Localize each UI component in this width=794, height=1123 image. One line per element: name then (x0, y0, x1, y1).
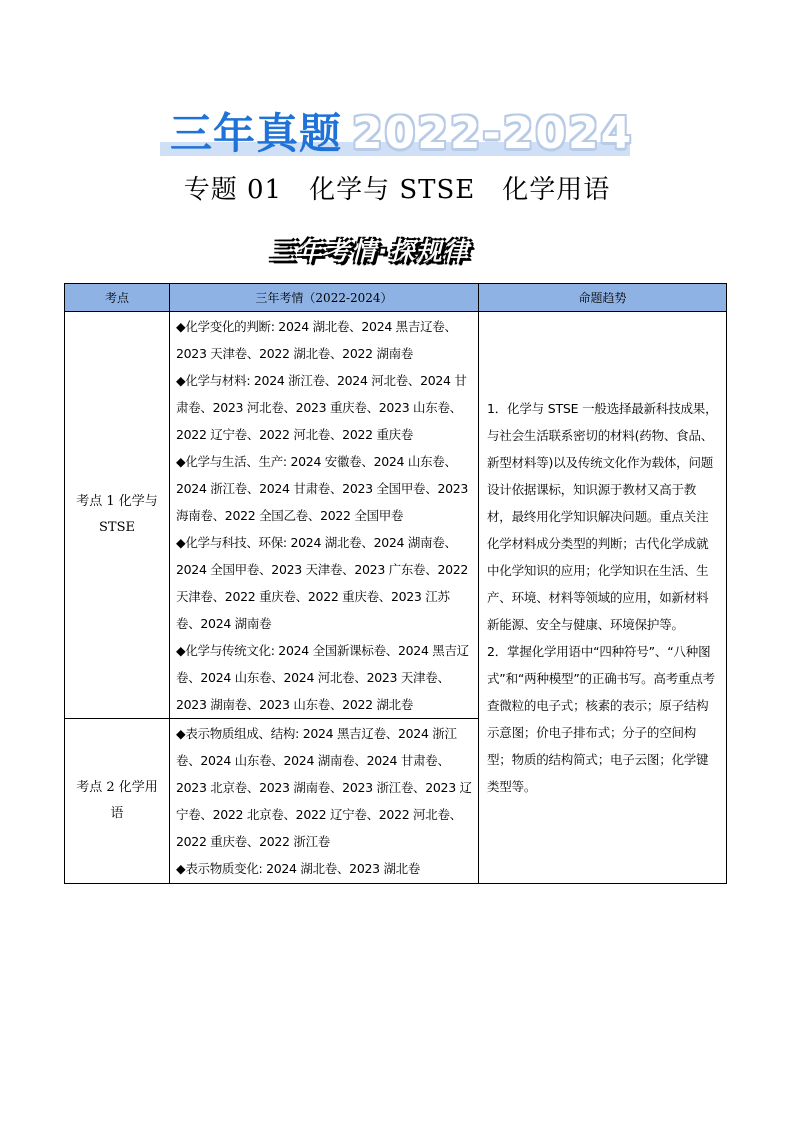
exam-item: ◆化学与材料: 2024 浙江卷、2024 河北卷、2024 甘肃卷、2023 河北卷、2023 重庆卷、2023 山东卷、2022 辽宁卷、2022 河北卷、2022 重庆卷 (176, 372, 467, 442)
point-cell: 考点 2 化学用语 (65, 719, 170, 884)
banner-title-cn: 三年真题 (170, 109, 343, 158)
exam-cell (170, 719, 479, 884)
banner (160, 108, 635, 160)
exam-item: ◆化学与生活、生产: 2024 安徽卷、2024 山东卷、2024 浙江卷、2024 甘肃卷、2023 全国甲卷、2023 海南卷、2022 全国乙卷、2022 全国甲卷 (176, 453, 469, 523)
section-title: 三年考情·探规律 (270, 237, 471, 266)
exam-item: ◆化学与科技、环保: 2024 湖北卷、2024 湖南卷、2024 全国甲卷、2023 天津卷、2023 广东卷、2022 天津卷、2022 重庆卷、2022 重庆卷、2023 江苏卷、2024 湖南卷 (176, 534, 469, 631)
banner-title-years: 2022-2024 (352, 108, 634, 159)
header-trend: 命题趋势 (479, 284, 727, 312)
header-exam: 三年考情（2022-2024） (170, 284, 479, 312)
exam-table (64, 283, 727, 884)
trend-cell (479, 312, 727, 884)
subject-title: 专题 01 化学与 STSE 化学用语 (183, 175, 611, 205)
exam-item: ◆化学变化的判断: 2024 湖北卷、2024 黑吉辽卷、2023 天津卷、2022 湖北卷、2022 湖南卷 (176, 318, 457, 361)
trend-paragraph: 1．化学与 STSE 一般选择最新科技成果，与社会生活联系密切的材料(药物、食品、新型材料等)以及传统文化作为载体，问题设计依据课标，知识源于教材又高于教材，最终用化学知识解决问题。重点关注化学材料成分类型的判断；古代化学成就中化学知识的应用；化学知识在生活、生产、环境、材料等领域的应用，如新材料新能源、安全与健康、环境保护等。 (487, 401, 718, 632)
exam-item: ◆表示物质组成、结构: 2024 黑吉辽卷、2024 浙江卷、2024 山东卷、2024 湖南卷、2024 甘肃卷、2023 北京卷、2023 湖南卷、2023 浙江卷、2023 辽宁卷、2022 北京卷、2022 辽宁卷、2022 河北卷、2022 重庆卷、2022 浙江卷 (176, 726, 472, 849)
table-row (65, 312, 727, 719)
table-header-row (65, 284, 727, 312)
header-point: 考点 (65, 284, 170, 312)
exam-item: ◆化学与传统文化: 2024 全国新课标卷、2024 黑吉辽卷、2024 山东卷、2024 河北卷、2023 天津卷、2023 湖南卷、2023 山东卷、2022 湖北卷 (176, 642, 469, 712)
trend-paragraph: 2．掌握化学用语中“四种符号”、“八种图式”和“两种模型”的正确书写。高考重点考查微粒的电子式；核素的表示；原子结构示意图；价电子排布式；分子的空间构型；物质的结构简式；电子云图；化学键类型等。 (487, 644, 715, 794)
exam-cell (170, 312, 479, 719)
exam-item: ◆表示物质变化: 2024 湖北卷、2023 湖北卷 (176, 861, 421, 876)
point-cell: 考点 1 化学与 STSE (65, 312, 170, 719)
